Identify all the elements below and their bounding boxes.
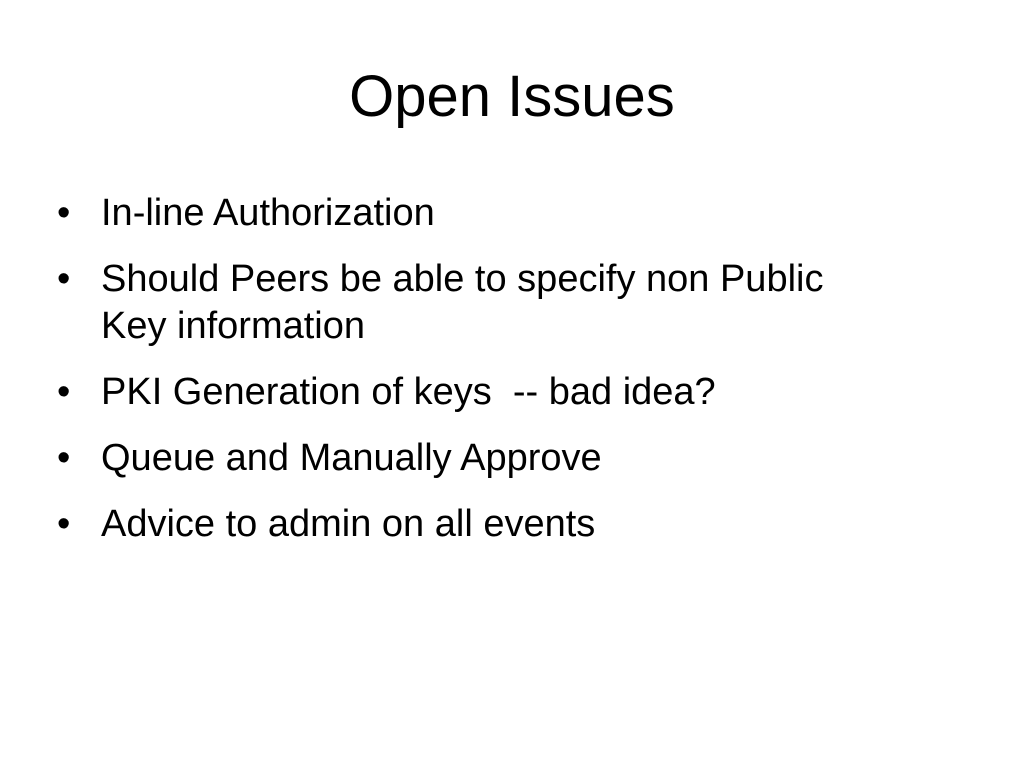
bullet-text: Should Peers be able to specify non Public Key information — [101, 258, 824, 347]
bullet-item — [57, 501, 877, 548]
bullet-text: PKI Generation of keys -- bad idea? — [101, 371, 716, 413]
bullet-list — [57, 190, 877, 567]
slide-title: Open Issues — [349, 64, 675, 129]
bullet-text: Queue and Manually Approve — [101, 437, 602, 479]
bullet-item — [57, 190, 877, 237]
bullet-dot-icon: • — [57, 371, 71, 413]
bullet-dot-icon: • — [57, 503, 71, 545]
bullet-dot-icon: • — [57, 258, 71, 300]
bullet-dot-icon: • — [57, 192, 71, 234]
bullet-text: In-line Authorization — [101, 192, 435, 234]
bullet-item — [57, 369, 877, 416]
bullet-dot-icon: • — [57, 437, 71, 479]
bullet-item — [57, 256, 877, 350]
bullet-item — [57, 435, 877, 482]
bullet-text: Advice to admin on all events — [101, 503, 596, 545]
